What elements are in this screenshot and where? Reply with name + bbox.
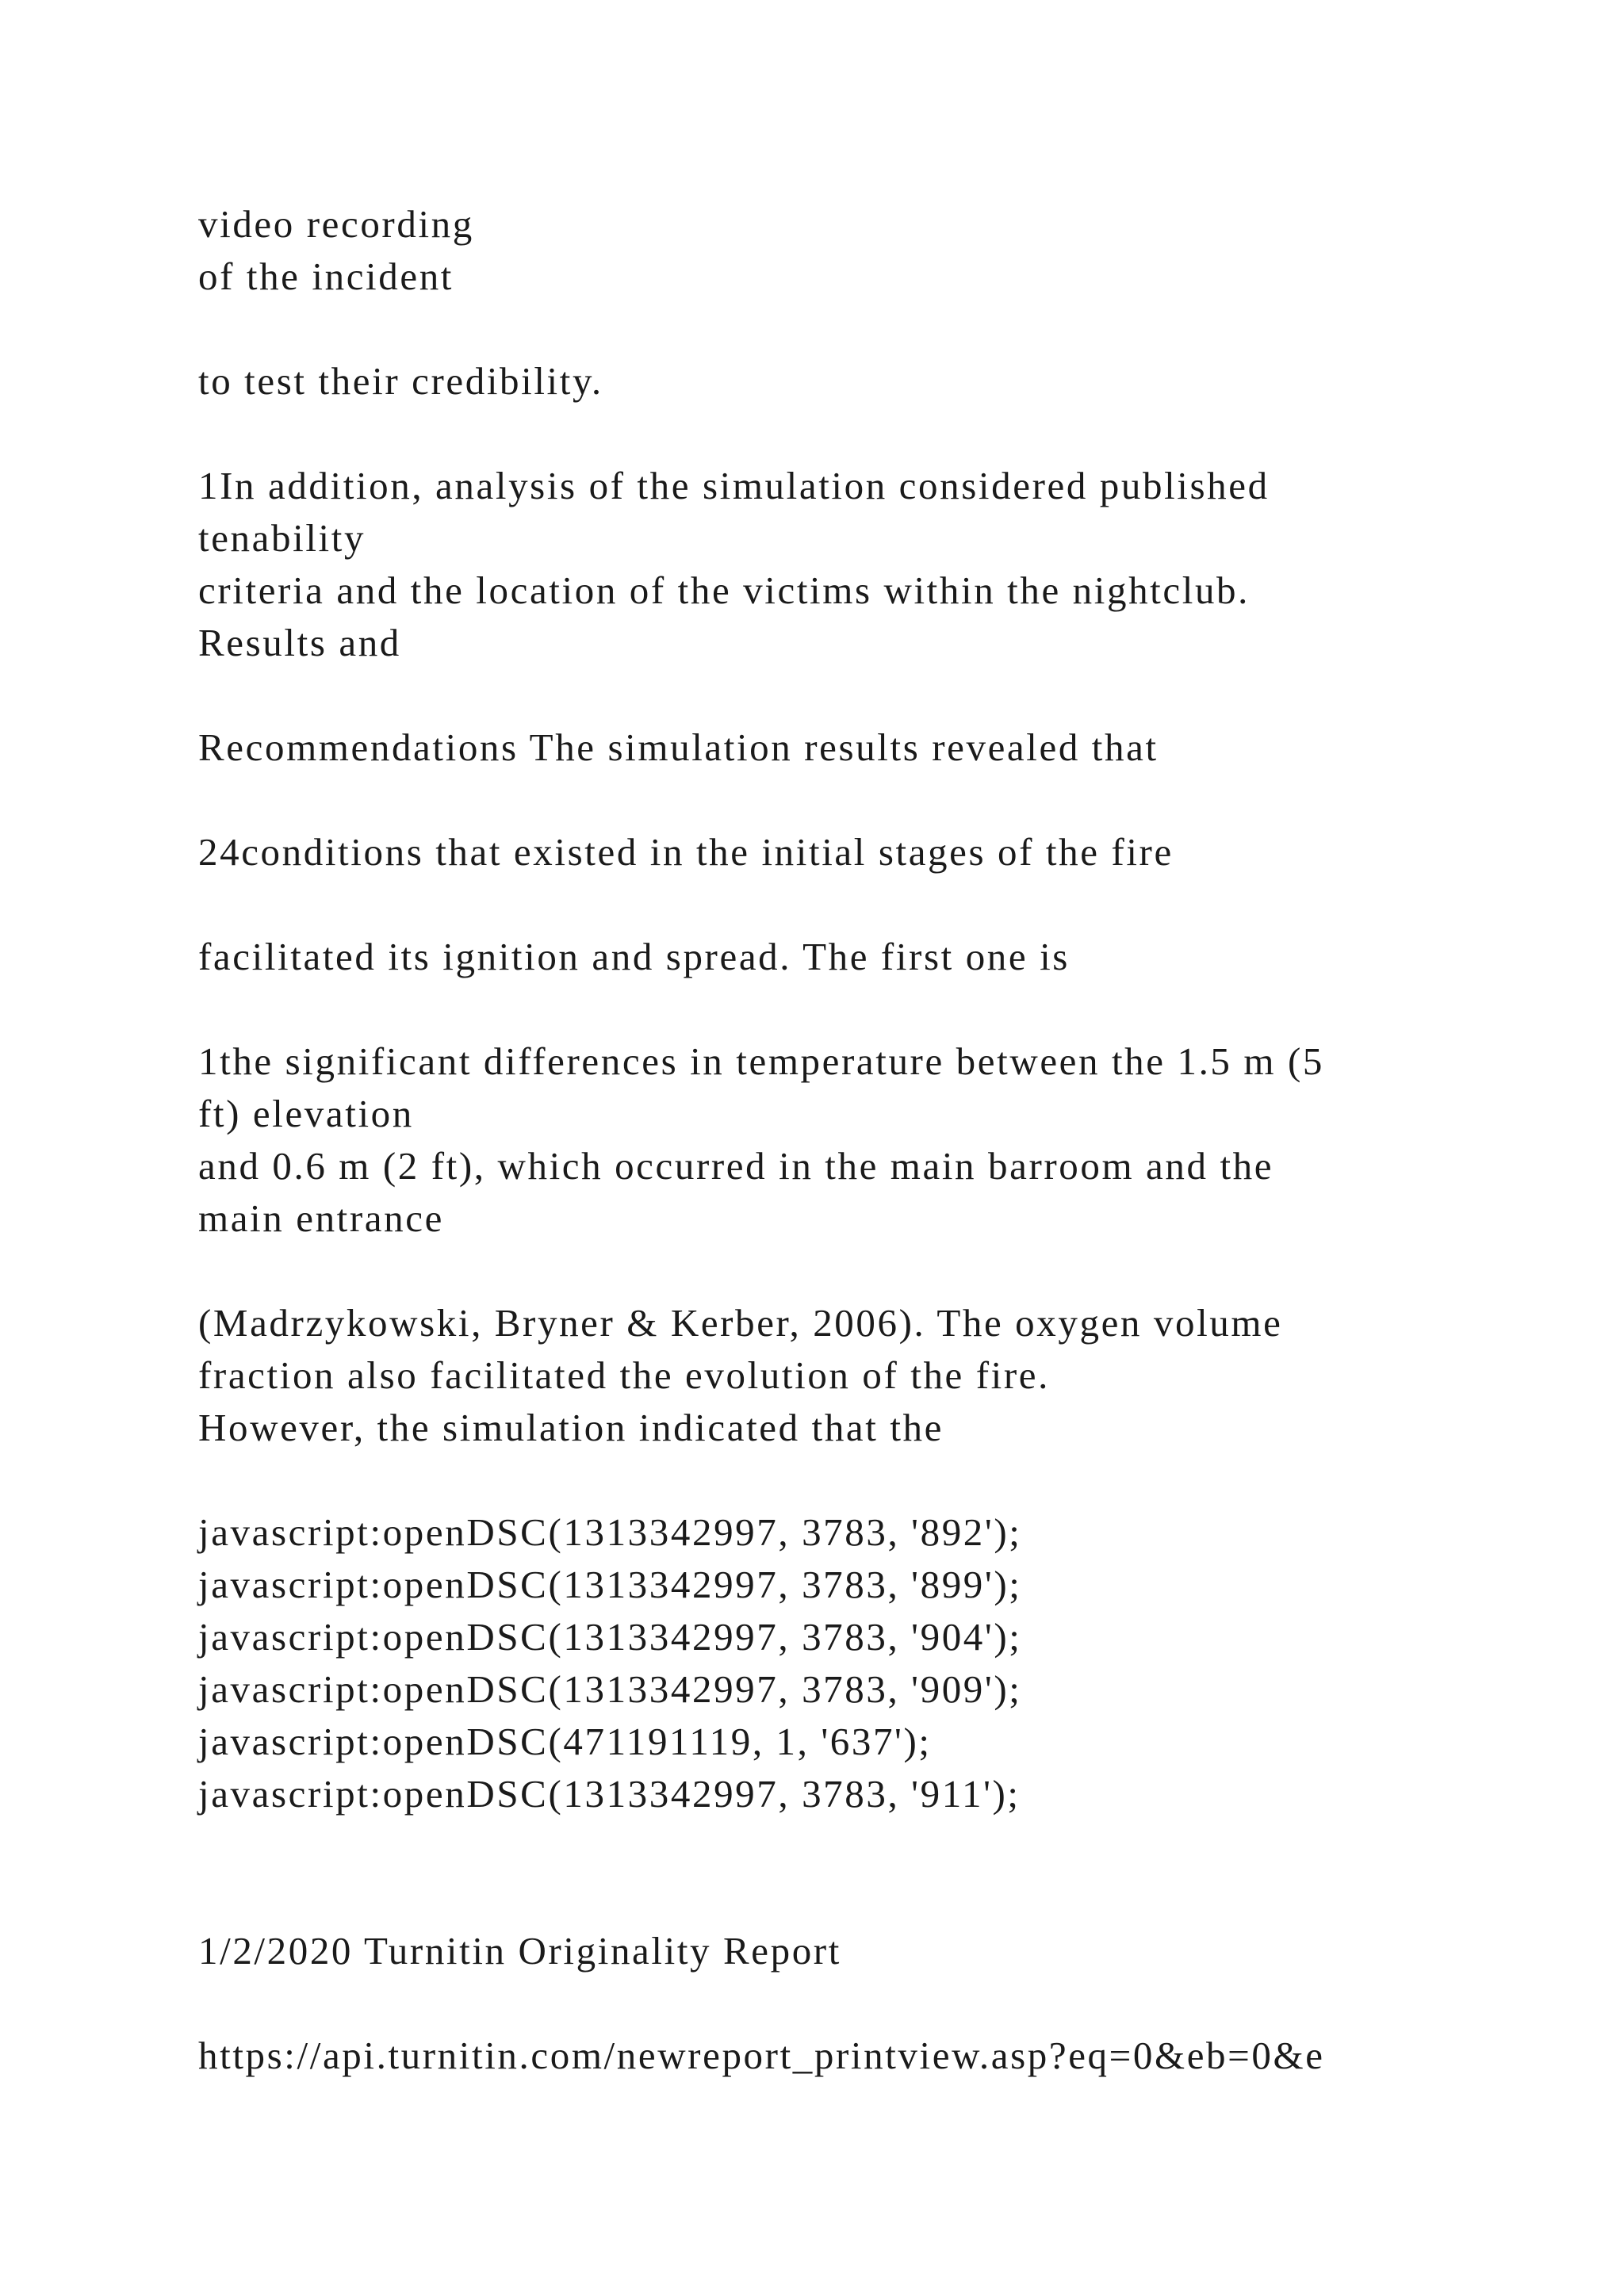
- paragraph-ignition: facilitated its ignition and spread. The first one is: [198, 935, 1070, 978]
- script-link[interactable]: javascript:openDSC(1313342997, 3783, '909');: [198, 1667, 1022, 1711]
- paragraph-recommendations: Recommendations The simulation results revealed that: [198, 725, 1159, 769]
- paragraph-video-recording: video recording of the incident: [198, 202, 474, 298]
- document-body: [198, 198, 1435, 2134]
- paragraph-tenability: 1In addition, analysis of the simulation considered published tenability criteria and the location of the victims within the nightclub. Results and: [198, 464, 1270, 664]
- script-link[interactable]: javascript:openDSC(1313342997, 3783, '911');: [198, 1772, 1021, 1816]
- report-date-title: 1/2/2020 Turnitin Originality Report: [198, 1929, 841, 1973]
- script-link[interactable]: javascript:openDSC(1313342997, 3783, '892');: [198, 1510, 1022, 1554]
- report-url[interactable]: https://api.turnitin.com/newreport_printview.asp?eq=0&eb=0&e: [198, 2034, 1325, 2077]
- script-link[interactable]: javascript:openDSC(1313342997, 3783, '904');: [198, 1615, 1022, 1659]
- script-link-list: [198, 1506, 1435, 1820]
- paragraph-temperature: 1the significant differences in temperature between the 1.5 m (5 ft) elevation and 0.6 m (2 ft), which occurred in the main barroom and the main entrance: [198, 1039, 1324, 1240]
- script-link[interactable]: javascript:openDSC(1313342997, 3783, '899');: [198, 1563, 1022, 1606]
- paragraph-credibility: to test their credibility.: [198, 359, 603, 403]
- spacer: [198, 1873, 1435, 1925]
- script-link[interactable]: javascript:openDSC(471191119, 1, '637');: [198, 1720, 932, 1763]
- paragraph-oxygen: (Madrzykowski, Bryner & Kerber, 2006). The oxygen volume fraction also facilitated the evolution of the fire. However, the simulation indicated that the: [198, 1301, 1283, 1449]
- paragraph-conditions: 24conditions that existed in the initial stages of the fire: [198, 830, 1174, 874]
